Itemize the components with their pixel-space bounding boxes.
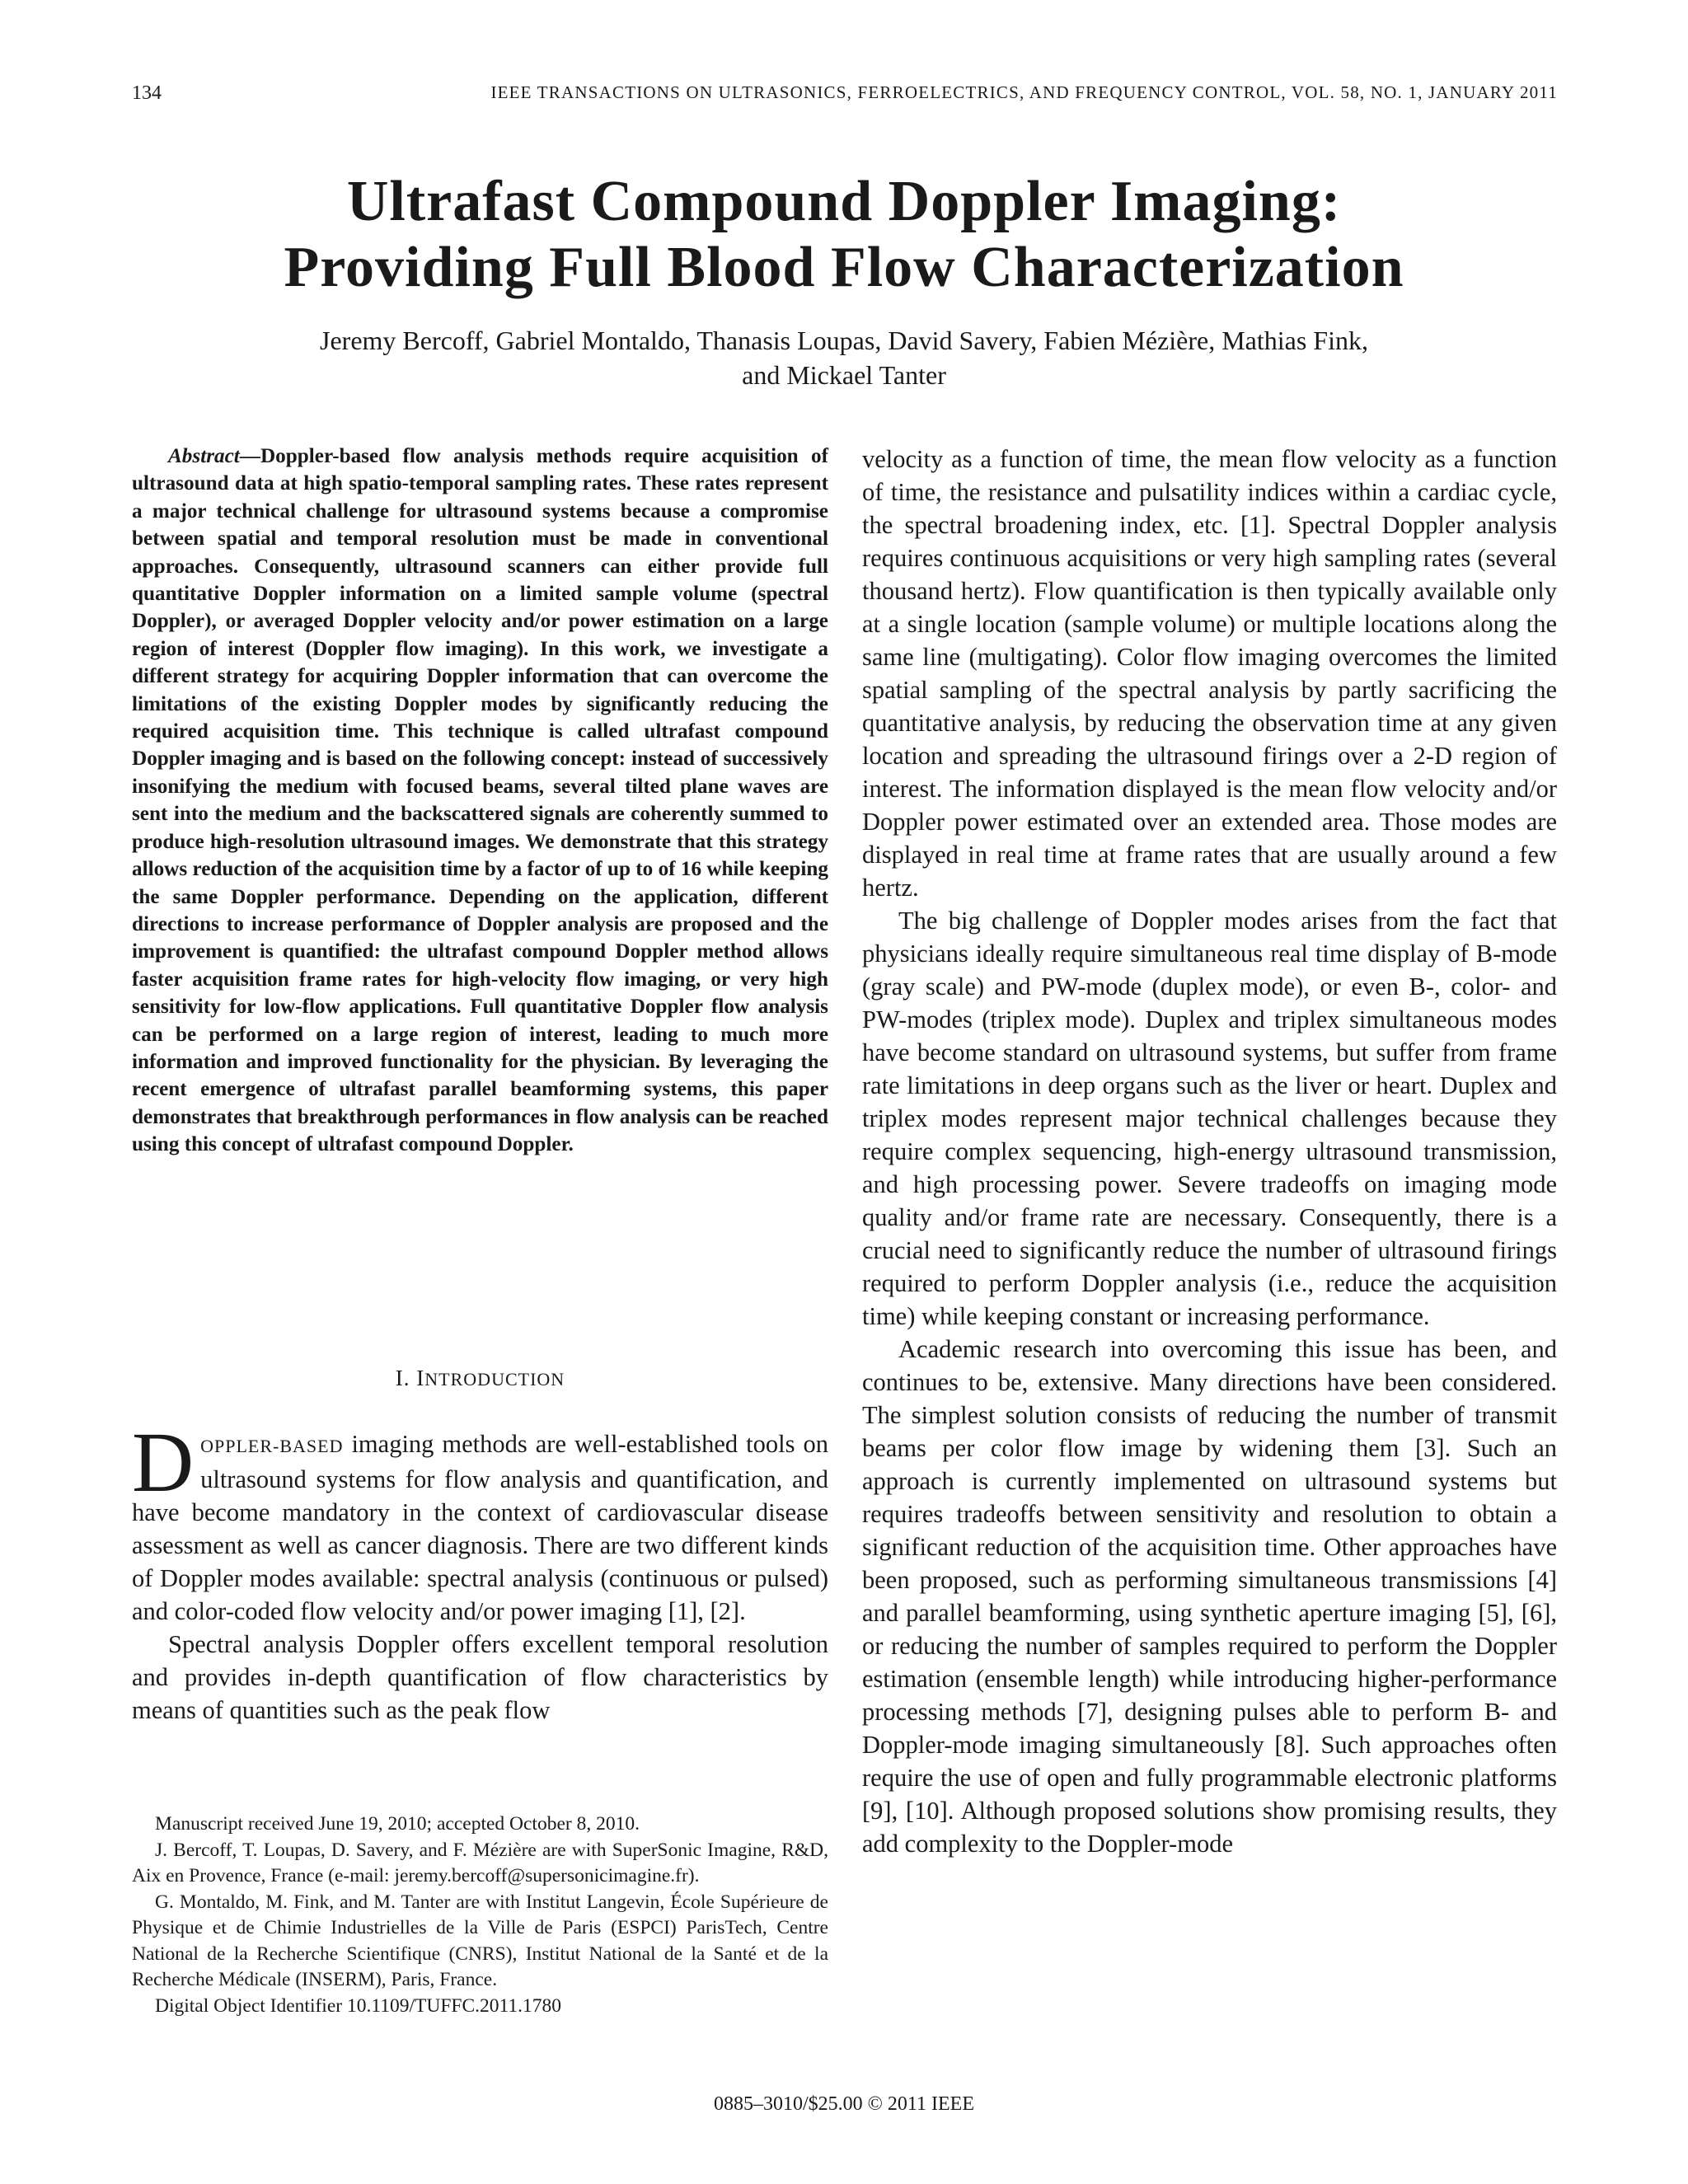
journal-running-title: IEEE TRANSACTIONS ON ULTRASONICS, FERROELECTRICS, AND FREQUENCY CONTROL, VOL. 58, NO. 1, JANUARY 2011 — [490, 82, 1558, 102]
footnote-received: Manuscript received June 19, 2010; accepted October 8, 2010. — [155, 1813, 640, 1835]
intro-p1-text: imaging methods are well-established tools on ultrasound systems for flow analysis and quantification, and have become mandatory in the context of cardiovascular disease assessment as well as cancer diagnosis. There are two different kinds of Doppler modes available: spectral analysis (continuous or pulsed) and color-coded flow velocity and/or power imaging [1], [2]. — [132, 1430, 828, 1625]
abstract — [132, 443, 828, 1159]
copyright-footer: 0885–3010/$25.00 © 2011 IEEE — [714, 2093, 974, 2115]
authors-line-2: and Mickael Tanter — [742, 360, 946, 390]
footnote-affiliation-2: G. Montaldo, M. Fink, and M. Tanter are with Institut Langevin, École Supérieure de Physique et de Chimie Industrielles de la Ville de Paris (ESPCI) ParisTech, Centre National de la Recherche Scientifique (CNRS), Institut National de la Santé et de la Recherche Médicale (INSERM), Paris, France. — [132, 1891, 828, 1990]
section-title-initial: I — [416, 1366, 425, 1390]
footnote-affiliation-1: J. Bercoff, T. Loupas, D. Savery, and F. Mézière are with SuperSonic Imagine, R&D, Aix en Provence, France (e-mail: jeremy.bercoff@supersonicimagine.fr). — [132, 1839, 828, 1886]
intro-paragraph-1 — [132, 1415, 828, 1628]
section-heading — [132, 1366, 828, 1391]
footnotes — [132, 1811, 828, 2019]
title-line-2: Providing Full Blood Flow Characterization — [284, 236, 1404, 299]
authors-line-1: Jeremy Bercoff, Gabriel Montaldo, Thanasis Loupas, David Savery, Fabien Mézière, Mathias Fink, — [320, 326, 1368, 355]
drop-cap: D — [132, 1415, 195, 1510]
title-line-1: Ultrafast Compound Doppler Imaging: — [346, 170, 1342, 233]
abstract-label: Abstract — [168, 445, 240, 467]
right-paragraph-2: The big challenge of Doppler modes arises from the fact that physicians ideally require simultaneous real time display of B-mode (gray scale) and PW-mode (duplex mode), or even B-, color- and PW-modes (triplex mode). Duplex and triplex simultaneous modes have become standard on ultrasound systems, but suffer from frame rate limitations in deep organs such as the liver or heart. Duplex and triplex modes represent major technical challenges because they require complex sequencing, high-energy ultrasound transmission, and high processing power. Severe tradeoffs on imaging mode quality and/or frame rate are necessary. Consequently, there is a crucial need to significantly reduce the number of ultrasound firings required to perform Doppler analysis (i.e., reduce the acquisition time) while keeping constant or increasing performance. — [862, 907, 1557, 1330]
author-list — [0, 323, 1688, 392]
section-title-rest: NTRODUCTION — [424, 1369, 565, 1390]
section-number: I. — [395, 1366, 410, 1390]
running-head — [132, 82, 1558, 112]
abstract-text: —Doppler-based flow analysis methods require acquisition of ultrasound data at high spatio-temporal sampling rates. These rates represent a major technical challenge for ultrasound systems because a compromise between spatial and temporal resolution must be made in conventional approaches. Consequently, ultrasound scanners can either provide full quantitative Doppler information on a limited sample volume (spectral Doppler), or averaged Doppler velocity and/or power estimation on a large region of interest (Doppler flow imaging). In this work, we investigate a different strategy for acquiring Doppler information that can overcome the limitations of the existing Doppler modes by significantly reducing the required acquisition time. This technique is called ultrafast compound Doppler imaging and is based on the following concept: instead of successively insonifying the medium with focused beams, several tilted plane waves are sent into the medium and the backscattered signals are coherently summed to produce high-resolution ultrasound images. We demonstrate that this strategy allows reduction of the acquisition time by a factor of up to of 16 while keeping the same Doppler performance. Depending on the application, different directions to increase performance of Doppler analysis are proposed and the improvement is quantified: the ultrafast compound Doppler method allows faster acquisition frame rates for high-velocity flow imaging, or very high sensitivity for low-flow applications. Full quantitative Doppler flow analysis can be performed on a large region of interest, leading to much more information and improved functionality for the physician. By leveraging the recent emergence of ultrafast parallel beamforming systems, this paper demonstrates that breakthrough performances in flow analysis can be reached using this concept of ultrafast compound Doppler. — [132, 445, 828, 1156]
right-column-body — [862, 443, 1557, 1860]
page-number: 134 — [132, 82, 162, 104]
introduction-body — [132, 1415, 828, 1727]
intro-paragraph-2: Spectral analysis Doppler offers excellent temporal resolution and provides in-depth quantification of flow characteristics by means of quantities such as the peak flow — [132, 1630, 828, 1724]
lead-smallcaps: OPPLER-BASED — [200, 1436, 344, 1456]
paper-title — [0, 169, 1688, 301]
right-paragraph-1: velocity as a function of time, the mean flow velocity as a function of time, the resistance and pulsatility indices within a cardiac cycle, the spectral broadening index, etc. [1]. Spectral Doppler analysis requires continuous acquisitions or very high sampling rates (several thousand hertz). Flow quantification is then typically available only at a single location (sample volume) or multiple locations along the same line (multigating). Color flow imaging overcomes the limited spatial sampling of the spectral analysis by partly sacrificing the quantitative analysis, by reducing the observation time at any given location and spreading the ultrasound firings over a 2-D region of interest. The information displayed is the mean flow velocity and/or Doppler power estimated over an extended area. Those modes are displayed in real time at frame rates that are usually around a few hertz. — [862, 445, 1557, 902]
right-paragraph-3: Academic research into overcoming this issue has been, and continues to be, extensive. Many directions have been considered. The simplest solution consists of reducing the number of transmit beams per color flow image by widening them [3]. Such an approach is currently implemented on ultrasound systems but requires tradeoffs between sensitivity and resolution to obtain a significant reduction of the acquisition time. Other approaches have been proposed, such as performing simultaneous transmissions [4] and parallel beamforming, using synthetic aperture imaging [5], [6], or reducing the number of samples required to perform the Doppler estimation (ensemble length) while introducing higher-performance processing methods [7], designing pulses able to perform B- and Doppler-mode imaging simultaneously [8]. Such approaches often require the use of open and fully programmable electronic platforms [9], [10]. Although proposed solutions show promising results, they add complexity to the Doppler-mode — [862, 1335, 1557, 1858]
footnote-doi: Digital Object Identifier 10.1109/TUFFC.2011.1780 — [155, 1994, 562, 2017]
